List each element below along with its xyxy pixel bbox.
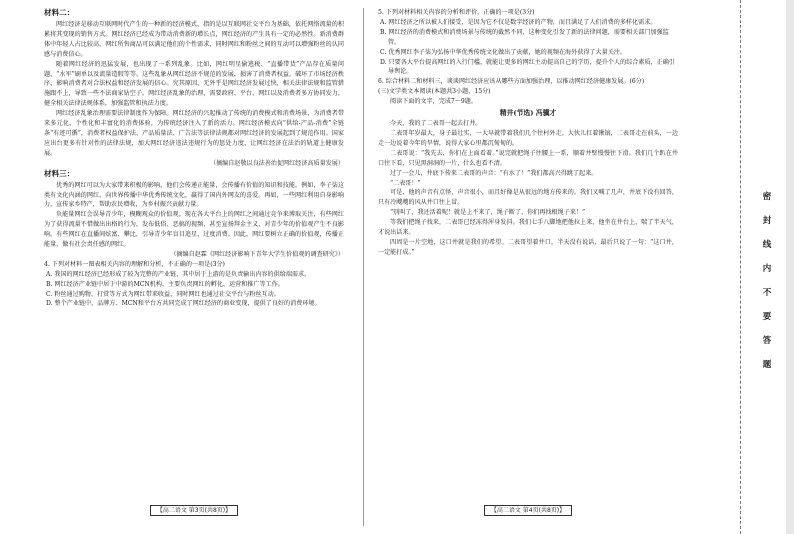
right-page [378,8,678,524]
section-3-heading: (三)文学类文本阅读(本题共3小题，15分) [378,88,491,96]
reading-instruction: 阅读下面的文字，完成7～9题。 [390,98,477,106]
page-number: 【高二语文 第3页(共8页)】 [150,505,238,516]
binding-char: 内 [762,264,772,274]
scan-edge [786,0,794,534]
material3-paragraph-2: 负能量网红会误导青少年，模糊观众的价值观。现在各大平台上的网红之间通过竞争来博取关注，有些网红为了获得流量不惜做出出格的行为，发布低俗、恶搞的视频，甚至宣扬拜金主义，对青少年的价值观产生不良影响。有些网红在直播间炫富、攀比，引导青少年盲目追星、过度消费。因此，网红要树立正确的价值观，传播正能量，做有社会责任感的网红。 [44,211,344,249]
story-paragraph-6: 可是，他的声音有点怪，声音很小，而且好像是从很远的地方传来的。我们又喊了几声，井底下没有回答，只有冷飕飕的风从井口往上冒。 [378,189,678,207]
story-paragraph-9: 四周是一片空地，这口井就是我们的希望。二表哥望着井口，半天没有说话，最后只说了一句：“这口井，一定能打成。” [378,238,678,256]
left-page-footer [44,505,344,514]
binding-char: 线 [762,240,772,250]
question-4-option-c: C. 粉丝通过购物、打赏等方式为网红带来收益，同时网红也通过社交平台与粉丝互动。 [46,290,280,298]
binding-char: 要 [762,312,772,322]
story-paragraph-1: 今天，我的了二表哥一起去打井。 [390,120,482,128]
material2-paragraph-2: 随着网红经济的迅猛发展，也出现了一系列乱象。比如，网红明星偷逃税、“直播带货”产品存在质量问题、“水军”刷单以及流量造假等等。这些乱象从网红经济不规范的发展，损害了消费者权益，破坏了市场经济秩序，影响消费者对合法权益和经济发展的信心。究其原因，无外乎是网红经济发展过快，相关法律法规和监管措施跟不上，导致一些不法商家钻空子。网红经济乱象的治理，需要政府、平台、网红以及消费者多方协同发力，健全相关法律法规体系，加强监管和执法力度。 [44,60,344,108]
material2-paragraph-1: 网红经济是移动互联网时代产生的一种新的经济模式，指的是以互联网社交平台为基础，依托网络流量的积累将其变现的销售方式。网红经济已经成为带动消费新的增长点，网红经济的产生具有一定的必然性。新消费群体中年轻人占比较高，网红所售商品可以满足他们的个性需求，同时网红和粉丝之间的互动可以增强粉丝的认同感与消费信心。 [44,21,344,58]
material3-paragraph-1: 优秀的网红可以为大家带来积极的影响，他们会传递正能量，会传播有价值的知识和技能。例如，李子柒这类有文化内涵的网红，向世界传播中华优秀传统文化，赢得了国内外网友的喜爱。再如，一些网红利用自身影响力，宣传家乡特产，帮助农民增收，为乡村振兴贡献力量。 [44,181,344,209]
binding-char: 密 [762,192,772,202]
question-4-option-a: A. 我国的网红经济已经形成了较为完整的产业链，其中居于上游的是负责输出内容的供给端需求。 [46,270,311,278]
left-page [44,8,344,524]
story-paragraph-5: “二表哥！” [390,179,421,187]
story-paragraph-8: 等我们把绳子找来，二表哥已经冻得浑身发抖。我们七手八脚地把他拉上来，他坐在井台上，喘了半天气，才说出话来。 [378,219,678,237]
question-5-option-d: D. 只要各大平台提高网红的入行门槛，就能让更多的网红主动提高自己的学历，提升个人的综合素质，正确引导舆论。 [380,58,675,76]
story-title: 精井(节选) 冯骥才 [499,109,557,118]
material2-heading: 材料二： [44,8,75,17]
question-5-stem: 5. 下列对材料相关内容的分析和评价，正确的一项是(3分) [378,9,535,16]
story-paragraph-3: 二表哥说：“我先去，你们在上面看着。”说完就把绳子往腰上一系，顺着井壁慢慢往下滑。我们几个趴在井口往下看，只见黑洞洞的一片，什么也看不清。 [378,149,678,167]
right-page-footer [378,505,678,514]
question-5-option-b: B. 网红经济的消费模式和消费场景与传统的截然不同，这种变化引发了新的法律问题，需要相关部门加强监管。 [380,28,669,46]
story-paragraph-2: 二表哥年岁最大，身子最壮实，一大早就带着我们几个往村外走。大伙儿扛着锹镐，二表哥走在前头，一边走一边说着今年的旱情，说得大家心里都沉甸甸的。 [378,129,678,147]
page-number: 【高二语文 第4页(共8页)】 [484,505,572,516]
question-5-option-a: A. 网红经济之所以被人们接受，是因为它不仅是数字经济的产物，而且满足了人们消费的多样化需求。 [380,18,657,26]
binding-char: 封 [762,216,772,226]
question-4-option-d: D. 整个产业链中，品牌方、MCN和平台方共同完成了网红经济的商业变现，提供了良好的消费环境。 [46,300,321,308]
question-4-option-b: B. 网红经济产业链中居于中游的MCN机构，主要负责网红的孵化、运营和推广等工作。 [46,280,284,288]
binding-char: 答 [762,336,772,346]
binding-char: 不 [762,288,772,298]
binding-char: 题 [762,360,772,370]
story-paragraph-4: 过了一会儿，井底下传来二表哥的声音：“有水了！”我们都高兴得跳了起来。 [390,169,598,177]
material2-paragraph-3: 网红经济乱象治理需要法律制度作为保障。网红经济的兴起推动了传统的消费模式和消费场景，为消费者带来多元化、个性化和丰富化的消费体验，为传统经济注入了新的活力。网红经济模式向“供给-产品-消费”全链条“有迹可循”，消费者权益保护法、产品质量法、广告法等法律法规都对网红经济的发展起到了规范作用。国家应出台更多有针对性的法律法规，加大网红经济违法违规行为的惩处力度，让网红经济在法治的轨道上健康发展。 [44,110,344,157]
page-divider [363,8,364,526]
material3-heading: 材料三： [44,168,75,178]
question-6-stem: 6. 综合材料二和材料三，谈谈网红经济应该从哪些方面加强治理，以推动网红经济健康发展。(6分) [378,78,645,86]
question-5-option-c: C. 优秀网红李子柒为弘扬中华优秀传统文化做出了贡献，她的视频在海外获得了大量关注。 [380,48,626,56]
story-paragraph-7: “别叫了，我还活着呢！就是上不来了，绳子断了，你们再找根绳子来！” [390,209,586,217]
material2-source: （摘编自赵敬以良法善治促网红经济高质量发展） [209,159,344,167]
material3-source: （摘编自赵霖《网红经济影响下青年大学生价值观的调查研究》） [170,250,344,258]
binding-notice [760,185,774,377]
question-4-stem: 4. 下列对材料一图表相关内容的理解和分析，不正确的一项是(3分) [44,260,225,268]
